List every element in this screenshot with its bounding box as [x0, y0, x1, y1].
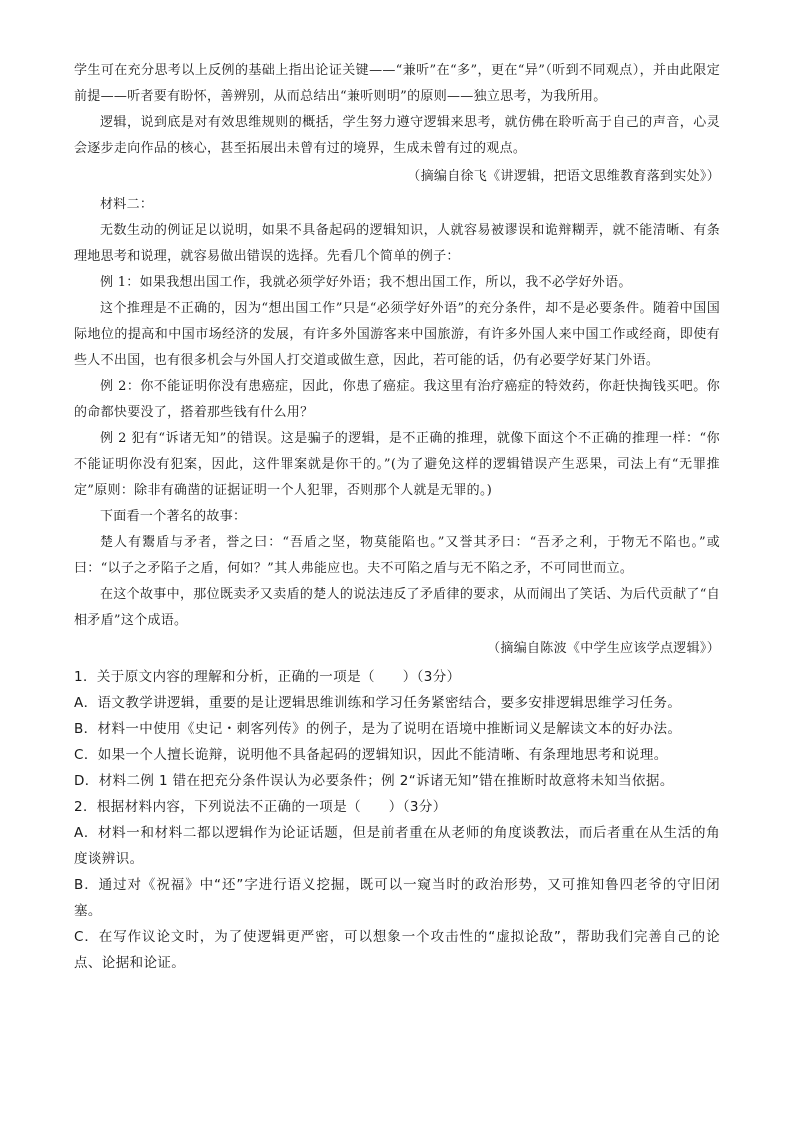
- question-1-option-a: A．语文教学讲逻辑，重要的是让逻辑思维训练和学习任务紧密结合，要多安排逻辑思维学习任务。: [74, 695, 682, 711]
- material1-paragraph-2: 逻辑，说到底是对有效思维规则的概括，学生努力遵守逻辑来思考，就仿佛在聆听高于自己的声音，心灵会逐步走向作品的核心，甚至拓展出未曾有过的境界，生成未曾有过的观点。: [74, 115, 720, 156]
- question-1-stem: 1．关于原文内容的理解和分析，正确的一项是（ ）（3分）: [74, 669, 461, 685]
- material2-paragraph-3: 例 2 犯有“诉诸无知”的错误。这是骗子的逻辑，是不正确的推理，就像下面这个不正确的推理一样：“你不能证明你没有犯案，因此，这件罪案就是你干的。”(为了避免这样的逻辑错误产生恶果，司法上有“无罪推定”原则：除非有确凿的证据证明一个人犯罪，否则那个人就是无罪的。): [74, 431, 720, 498]
- question-2-option-b: B．通过对《祝福》中“还”字进行语义挖掘，既可以一窥当时的政治形势，又可推知鲁四老爷的守旧闭塞。: [74, 877, 720, 919]
- question-1-option-d: D．材料二例 1 错在把充分条件误认为必要条件；例 2“诉诸无知”错在推断时故意将未知当依据。: [74, 773, 674, 789]
- material2-example-1: 例 1：如果我想出国工作，我就必须学好外语；我不想出国工作，所以，我不必学好外语。: [100, 275, 632, 290]
- material2-paragraph-2: 这个推理是不正确的，因为“想出国工作”只是“必须学好外语”的充分条件，却不是必要条件。随着中国国际地位的提高和中国市场经济的发展，有许多外国游客来中国旅游，有许多外国人来中国工作或经商，即使有些人不出国，也有很多机会与外国人打交道或做生意，因此，若可能的话，仍有必要学好某门外语。: [74, 301, 720, 368]
- material1-source: （摘编自徐飞《讲逻辑，把语文思维教育落到实处》）: [407, 169, 720, 184]
- question-2-stem: 2．根据材料内容，下列说法不正确的一项是（ ）（3分）: [74, 799, 447, 815]
- material2-heading: 材料二：: [100, 197, 154, 212]
- question-1-option-b: B．材料一中使用《史记・刺客列传》的例子，是为了说明在语境中推断词义是解读文本的好办法。: [74, 721, 682, 737]
- material2-paragraph-4: 下面看一个著名的故事：: [100, 509, 247, 524]
- material2-story: 楚人有鬻盾与矛者，誉之曰：“吾盾之坚，物莫能陷也。”又誉其矛曰：“吾矛之利，于物无不陷也。”或曰：“以子之矛陷子之盾，何如？”其人弗能应也。夫不可陷之盾与无不陷之矛，不可同世而立。: [74, 535, 720, 576]
- material2-paragraph-1: 无数生动的例证足以说明，如果不具备起码的逻辑知识，人就容易被谬误和诡辩糊弄，就不能清晰、有条理地思考和说理，就容易做出错误的选择。先看几个简单的例子：: [74, 223, 720, 264]
- material2-paragraph-6: 在这个故事中，那位既卖矛又卖盾的楚人的说法违反了矛盾律的要求，从而闹出了笑话、为后代贡献了“自相矛盾”这个成语。: [74, 587, 720, 628]
- material2-source: （摘编自陈波《中学生应该学点逻辑》）: [487, 641, 720, 656]
- material2-example-2: 例 2：你不能证明你没有患癌症，因此，你患了癌症。我这里有治疗癌症的特效药，你赶快掏钱买吧。你的命都快要没了，搭着那些钱有什么用？: [74, 379, 720, 420]
- question-2-option-a: A．材料一和材料二都以逻辑作为论证话题，但是前者重在从老师的角度谈教法，而后者重在从生活的角度谈辨识。: [74, 825, 720, 867]
- material1-paragraph-1: 学生可在充分思考以上反例的基础上指出论证关键——“兼听”在“多”，更在“异”（听到不同观点），并由此限定前提——听者要有盼怀，善辨别，从而总结出“兼听则明”的原则——独立思考，为我所用。: [74, 63, 720, 104]
- question-2-option-c: C．在写作议论文时，为了使逻辑更严密，可以想象一个攻击性的“虚拟论敌”，帮助我们完善自己的论点、论据和论证。: [74, 929, 720, 971]
- question-1-option-c: C．如果一个人擅长诡辩，说明他不具备起码的逻辑知识，因此不能清晰、有条理地思考和说理。: [74, 747, 668, 763]
